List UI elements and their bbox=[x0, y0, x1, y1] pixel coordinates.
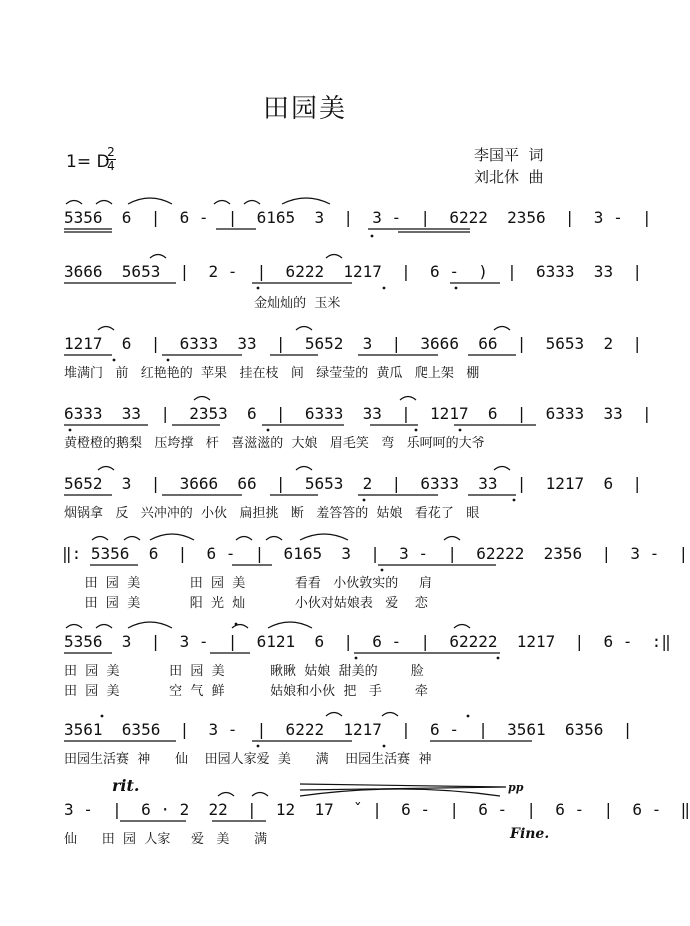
notation-row-7: 5356 3 | 3 - | 6121 6 | 6 - | 62222 1217 | 6 - :‖ bbox=[64, 632, 671, 651]
lyric-row-7-verse-2: 田 园 美 空 气 鲜 姑娘和小伙 把 手 牵 bbox=[64, 684, 428, 699]
slur bbox=[296, 327, 312, 331]
slur bbox=[214, 201, 230, 205]
slur bbox=[96, 625, 112, 629]
notation-row-1: 5356 6 | 6 - | 6165 3 | 3 - | 6222 2356 | 3 - | bbox=[64, 208, 652, 227]
slur bbox=[236, 537, 252, 541]
slur bbox=[444, 537, 460, 541]
slur bbox=[326, 255, 342, 259]
slur bbox=[268, 622, 312, 628]
pianissimo-marking: pp bbox=[508, 781, 524, 794]
lyric-row-4: 黄橙橙的鹅梨 压垮撑 杆 喜滋滋的 大娘 眉毛笑 弯 乐呵呵的大爷 bbox=[64, 436, 485, 451]
lyric-row-7-verse-1: 田 园 美 田 园 美 瞅瞅 姑娘 甜美的 脸 bbox=[64, 664, 424, 679]
fine-marking: Fine. bbox=[510, 826, 550, 842]
slur bbox=[218, 793, 234, 797]
slur bbox=[96, 201, 112, 205]
notation-row-5: 5652 3 | 3666 66 | 5653 2 | 6333 33 | 1217 6 | bbox=[64, 474, 642, 493]
slur bbox=[98, 327, 114, 331]
lyric-row-9: 仙 田 园 人家 爱 美 满 bbox=[64, 832, 268, 847]
lyric-row-8: 田园生活赛 神 仙 田园人家爱 美 满 田园生活赛 神 bbox=[64, 752, 432, 767]
key-signature: 1= D bbox=[66, 152, 110, 172]
composer-credit: 刘北休 曲 bbox=[474, 168, 544, 186]
lyric-row-6-verse-1: 田 园 美 田 园 美 看看 小伙敦实的 肩 bbox=[64, 576, 432, 591]
lyric-row-6-verse-2: 田 园 美 阳 光 灿 小伙对姑娘表 爱 恋 bbox=[64, 596, 428, 611]
slur bbox=[300, 534, 348, 540]
ritardando-marking: rit. bbox=[112, 776, 140, 795]
notation-row-6: ‖: 5356 6 | 6 - | 6165 3 | 3 - | 62222 2356 | 3 - | bbox=[62, 544, 689, 563]
page-title: 田园美 bbox=[262, 94, 347, 124]
lyric-row-5: 烟锅拿 反 兴冲冲的 小伙 扁担挑 断 羞答答的 姑娘 看花了 眼 bbox=[64, 506, 480, 521]
slur bbox=[124, 537, 140, 541]
slur bbox=[282, 198, 330, 204]
slur bbox=[266, 537, 282, 541]
slur bbox=[128, 622, 172, 628]
slur bbox=[494, 327, 510, 331]
slur bbox=[252, 793, 268, 797]
notation-row-8: 3561 6356 | 3 - | 6222 1217 | 6 - | 3561 6356 | bbox=[64, 720, 633, 739]
time-signature-top: 2 bbox=[107, 145, 115, 159]
decrescendo bbox=[300, 784, 506, 790]
slur bbox=[98, 467, 114, 471]
slur bbox=[128, 198, 172, 204]
notation-row-3: 1217 6 | 6333 33 | 5652 3 | 3666 66 | 5653 2 | bbox=[64, 334, 642, 353]
slur bbox=[66, 201, 82, 205]
slur bbox=[150, 534, 194, 540]
slur bbox=[244, 201, 260, 205]
slur bbox=[400, 397, 416, 401]
slur bbox=[494, 467, 510, 471]
slur bbox=[92, 537, 108, 541]
lyric-row-2: 金灿灿的 玉米 bbox=[64, 296, 341, 311]
slur bbox=[382, 713, 398, 717]
notation-row-9: 3 - | 6 · 2 22 | 12 17 ˇ | 6 - | 6 - | 6 - | 6 - ‖ bbox=[64, 800, 690, 819]
slur bbox=[454, 625, 470, 629]
slur bbox=[232, 625, 248, 629]
slur bbox=[66, 625, 82, 629]
notation-row-4: 6333 33 | 2353 6 | 6333 33 | 1217 6 | 6333 33 | bbox=[64, 404, 652, 423]
slur bbox=[326, 713, 342, 717]
lyric-row-3: 堆满门 前 红艳艳的 苹果 挂在枝 间 绿莹莹的 黄瓜 爬上架 棚 bbox=[64, 366, 480, 381]
slur bbox=[296, 467, 312, 471]
time-signature-bottom: 4 bbox=[107, 159, 115, 173]
notation-row-2: 3666 5653 | 2 - | 6222 1217 | 6 - ) | 6333 33 | bbox=[64, 262, 642, 281]
slur bbox=[150, 255, 166, 259]
lyricist-credit: 李国平 词 bbox=[474, 146, 544, 164]
slur bbox=[194, 397, 210, 401]
